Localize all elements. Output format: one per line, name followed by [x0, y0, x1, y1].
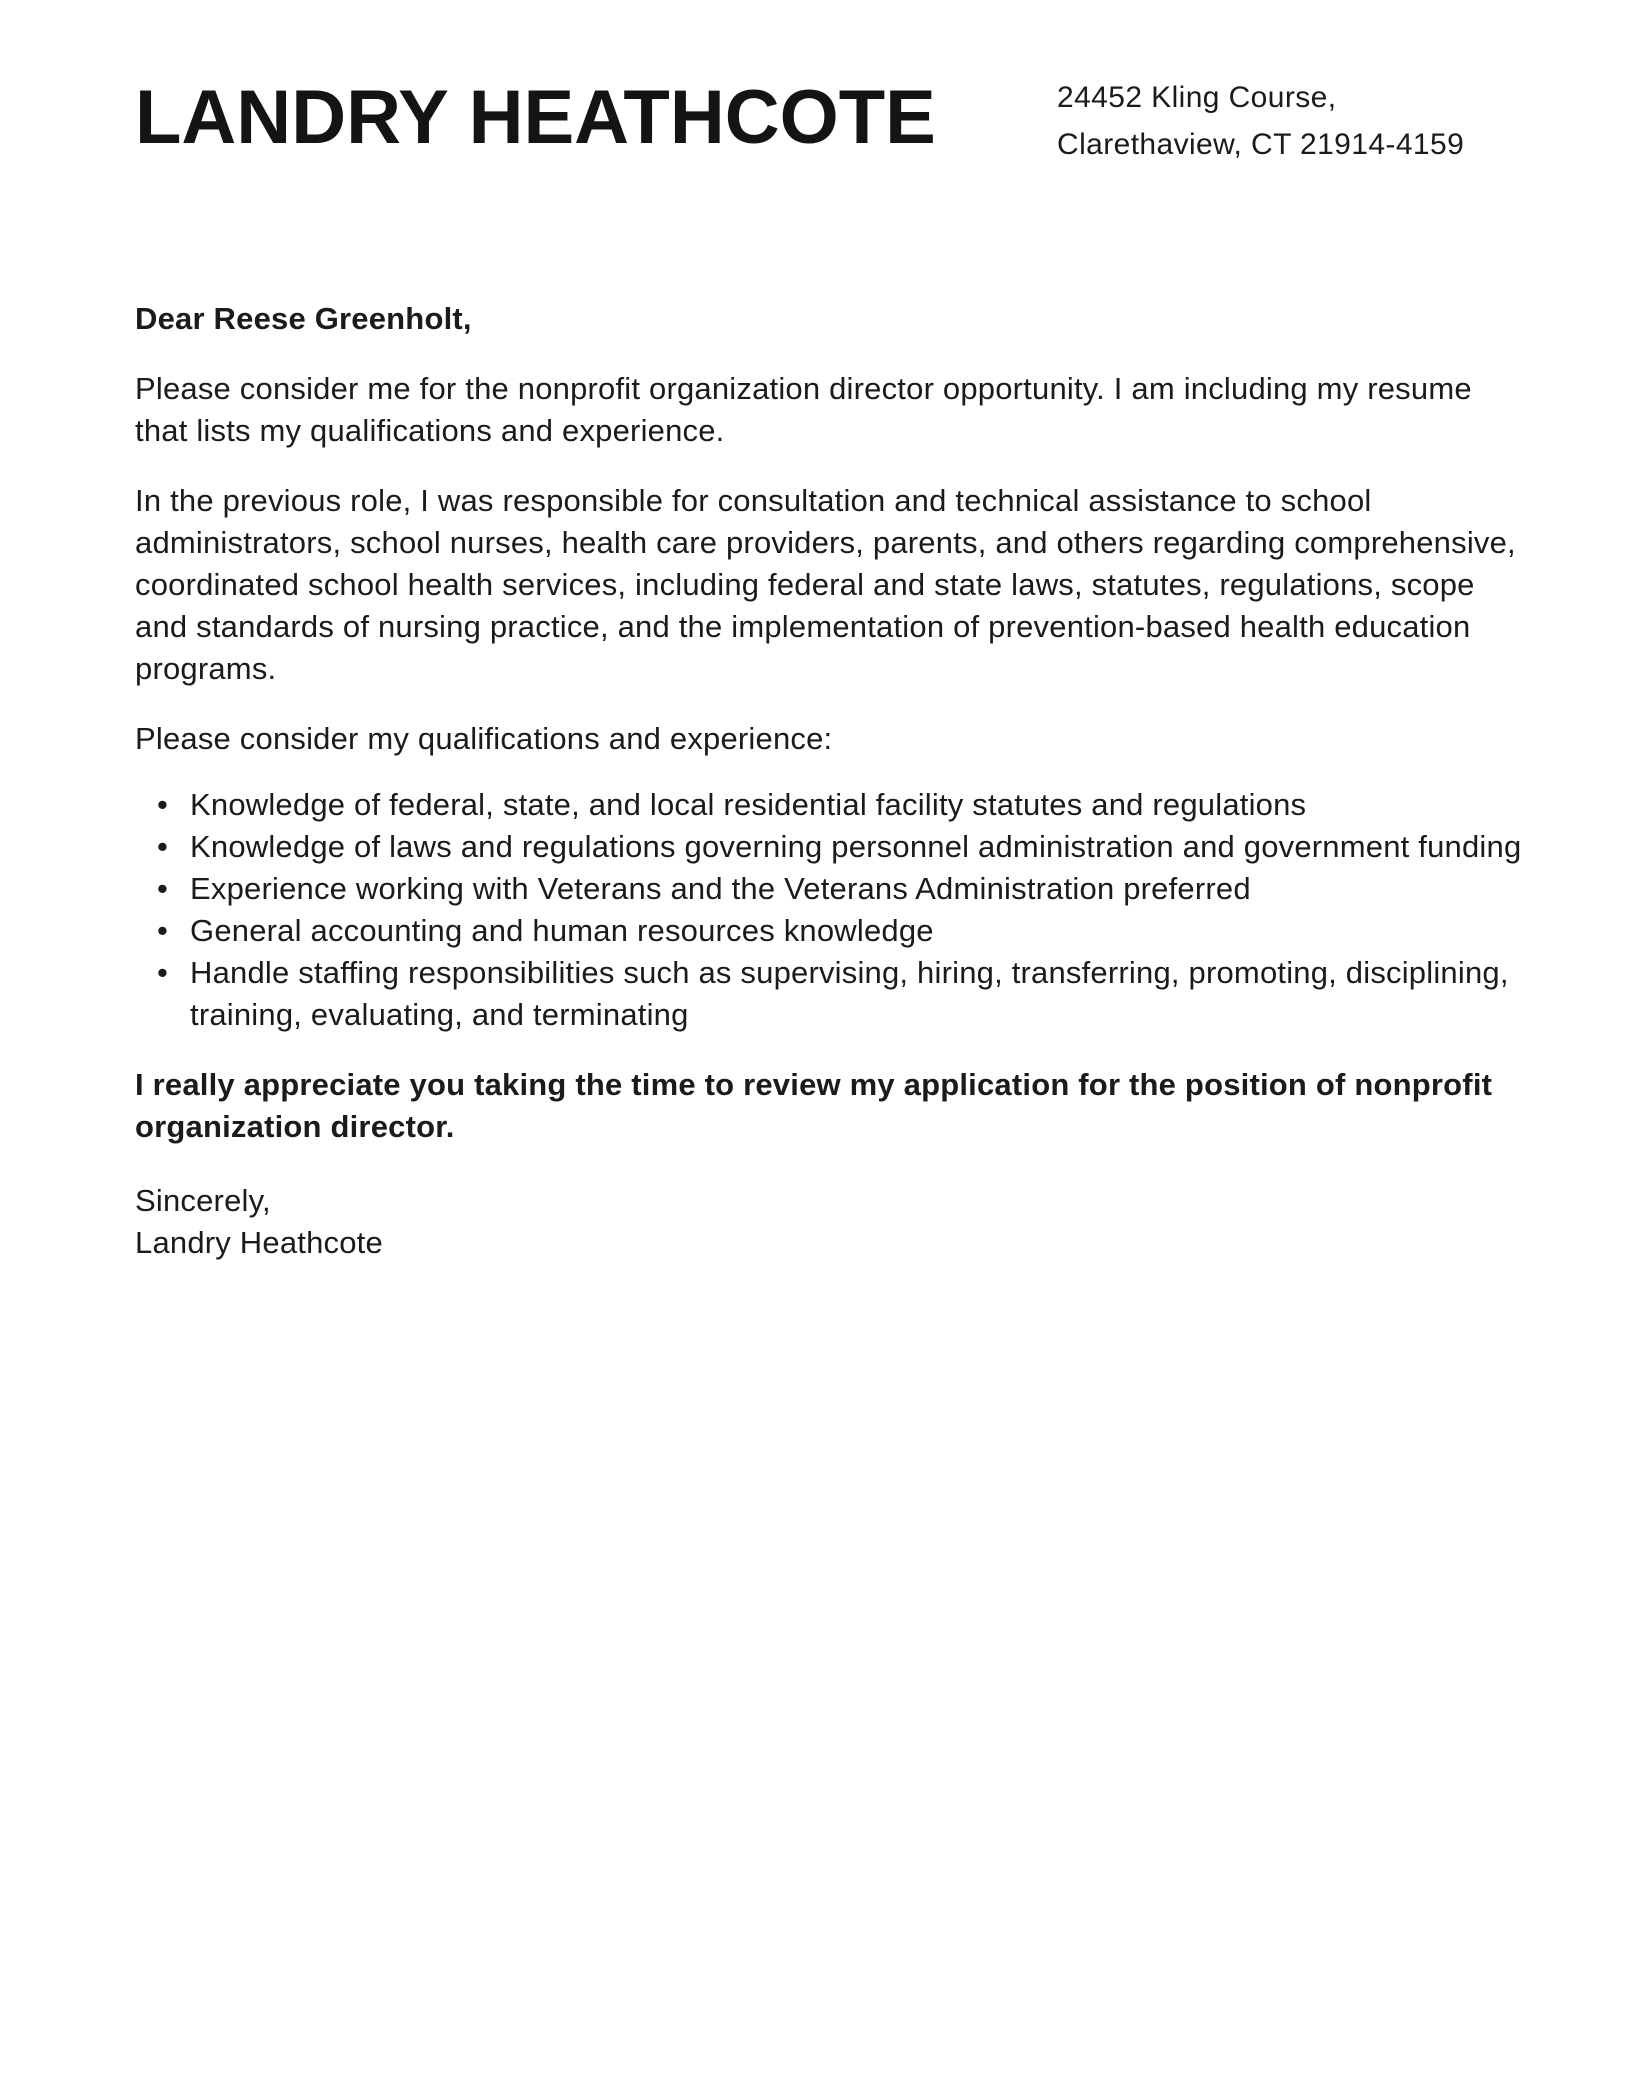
qualifications-list	[135, 784, 1527, 1036]
qualification-item: • Knowledge of federal, state, and local residential facility statutes and regulations	[190, 784, 1527, 826]
qualification-item: • Knowledge of laws and regulations governing personnel administration and government funding	[190, 826, 1527, 868]
salutation: Dear Reese Greenholt,	[135, 301, 472, 336]
letter-header	[135, 74, 1527, 168]
sender-name: LANDRY HEATHCOTE	[135, 75, 936, 160]
qualification-item: • General accounting and human resources knowledge	[190, 910, 1527, 952]
address-line-1: 24452 Kling Course,	[1057, 81, 1337, 114]
signoff-block	[135, 1180, 1527, 1264]
paragraph-previous-role: In the previous role, I was responsible for consultation and technical assistance to school administrators, school nurses, health care providers, parents, and others regarding comprehensive, coordinated school health services, including federal and state laws, statutes, regulations, scope and standards of nursing practice, and the implementation of prevention-based health education programs.	[135, 483, 1516, 686]
sender-address	[1057, 74, 1527, 168]
signoff: Sincerely,	[135, 1183, 271, 1218]
paragraph-intro: Please consider me for the nonprofit organization director opportunity. I am including my resume that lists my qualifications and experience.	[135, 371, 1472, 448]
qualification-item: • Handle staffing responsibilities such as supervising, hiring, transferring, promoting, disciplining, training, evaluating, and terminating	[190, 952, 1527, 1036]
address-line-2: Clarethaview, CT 21914-4159	[1057, 128, 1465, 161]
qualification-item: • Experience working with Veterans and the Veterans Administration preferred	[190, 868, 1527, 910]
letter-body	[135, 298, 1527, 1264]
signature-name: Landry Heathcote	[135, 1225, 383, 1260]
paragraph-qualifications-lead: Please consider my qualifications and experience:	[135, 721, 833, 756]
closing-paragraph: I really appreciate you taking the time to review my application for the position of nonprofit organization director.	[135, 1067, 1493, 1144]
